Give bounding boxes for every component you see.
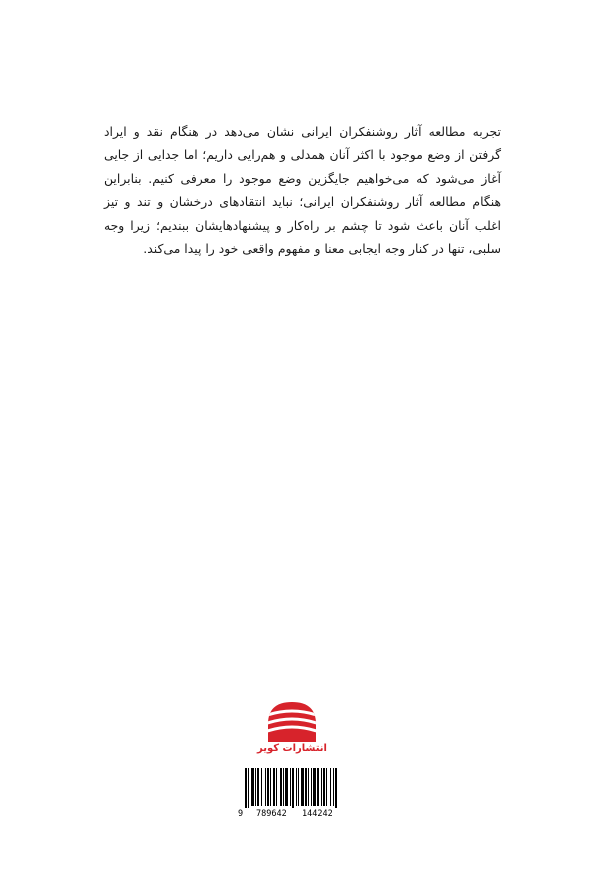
isbn-left-digits: 789642 xyxy=(256,809,287,819)
publisher-name: انتشارات کویر xyxy=(257,743,327,754)
isbn-digits xyxy=(236,808,350,820)
back-cover-blurb: تجربه مطالعه آثار روشنفکران ایرانی نشان می‌دهد در هنگام نقد و ایراد گرفتن از وضع موجود با اکثر آنان همدلی و هم‌رایی داریم؛ اما جدایی از جایی آغاز می‌شود که می‌خواهیم جایگزین وضع موجود را معرفی کنیم. بنابراین هنگام مطالعه آثار روشنفکران ایرانی؛ نباید انتقادهای درخشان و تند و تیز اغلب آنان باعث شود تا چشم بر راه‌کار و پیشنهادهایشان ببندیم؛ زیرا وجه سلبی، تنها در کنار وجه ایجابی معنا و مفهوم واقعی خود را پیدا می‌کند. xyxy=(104,124,501,257)
isbn-right-digits: 144242 xyxy=(302,809,333,819)
isbn-first-digit: 9 xyxy=(238,809,244,819)
